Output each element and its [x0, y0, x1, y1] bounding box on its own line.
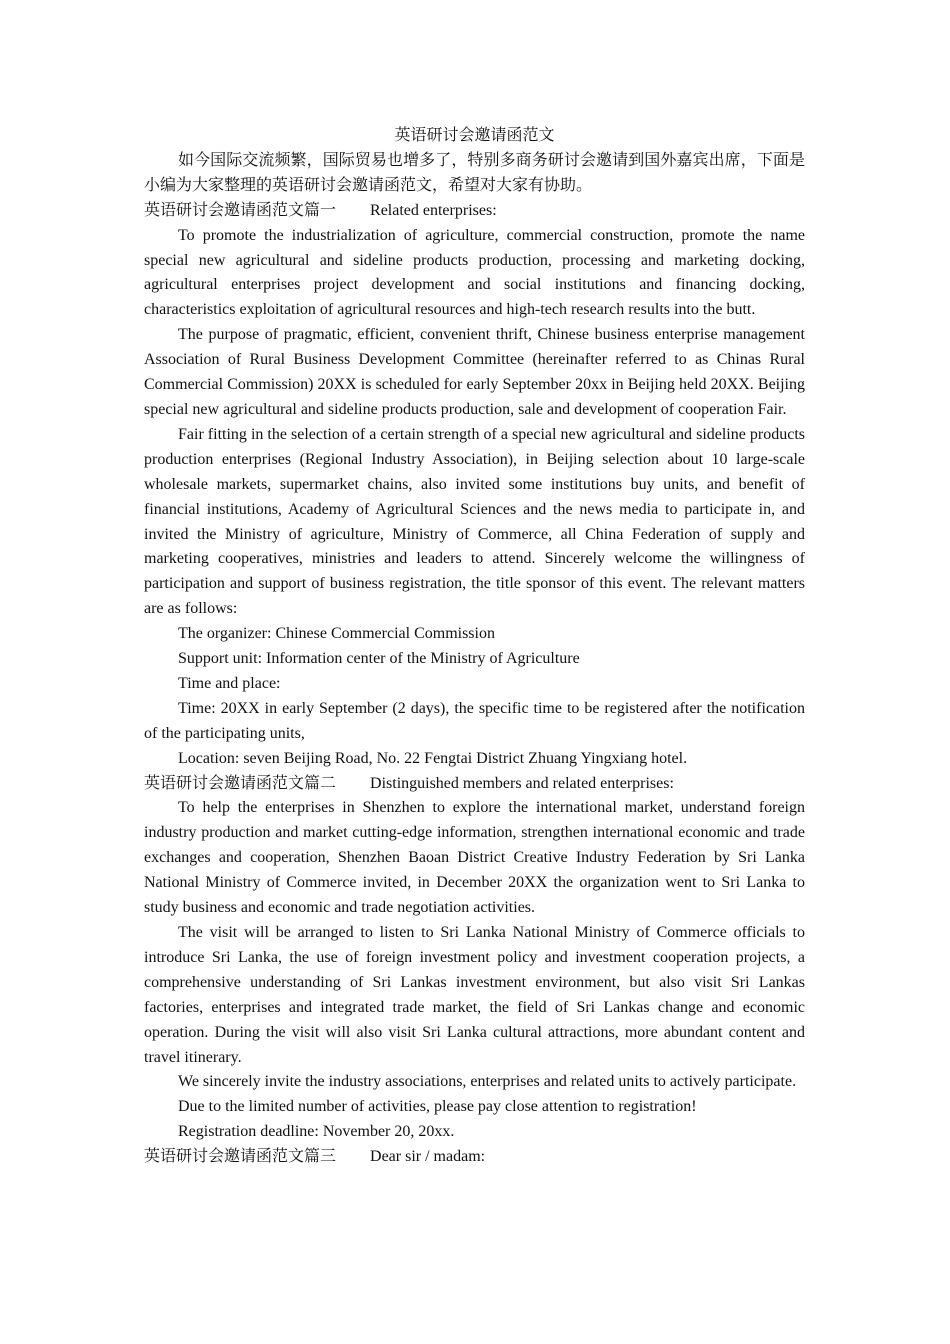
body-paragraph: Time: 20XX in early September (2 days), the specific time to be registered after the notification of the participating units, [144, 699, 805, 742]
section-title: 英语研讨会邀请函范文篇一 [144, 201, 337, 219]
body-paragraph: The organizer: Chinese Commercial Commission [178, 625, 495, 643]
body-paragraph: To promote the industrialization of agriculture, commercial construction, promote the name special new agricultural and sideline products production, processing and marketing docking, agricultural enterprises project development and social institutions and financing docking, characteristics exploitation of agricultural resources and high-tech research results into the butt. [144, 226, 805, 319]
body-paragraph: Registration deadline: November 20, 20xx. [178, 1123, 455, 1141]
body-paragraph: The purpose of pragmatic, efficient, convenient thrift, Chinese business enterprise management Association of Rural Business Development Committee (hereinafter referred to as Chinas Rural Commercial Commission) 20XX is scheduled for early September 20xx in Beijing held 20XX. Beijing special new agricultural and sideline products production, sale and development of cooperation Fair. [144, 326, 805, 418]
section-heading [144, 199, 805, 224]
intro-paragraph: 如今国际交流频繁，国际贸易也增多了，特别多商务研讨会邀请到国外嘉宾出席，下面是小编为大家整理的英语研讨会邀请函范文，希望对大家有协助。 [144, 151, 805, 194]
body-paragraph: Location: seven Beijing Road, No. 22 Fengtai District Zhuang Yingxiang hotel. [178, 749, 688, 767]
document-page [144, 124, 805, 1170]
section-salutation: Dear sir / madam: [370, 1148, 486, 1166]
section-salutation: Distinguished members and related enterprises: [370, 774, 674, 792]
body-paragraph: Time and place: [178, 674, 281, 692]
body-paragraph: To help the enterprises in Shenzhen to explore the international market, understand foreign industry production and market cutting-edge information, strengthen international economic and trade exchanges and cooperation, Shenzhen Baoan District Creative Industry Federation by Sri Lanka National Ministry of Commerce invited, in December 20XX the organization went to Sri Lanka to study business and economic and trade negotiation activities. [144, 799, 805, 917]
body-paragraph: We sincerely invite the industry associations, enterprises and related units to actively participate. [178, 1073, 797, 1091]
section-title: 英语研讨会邀请函范文篇二 [144, 774, 337, 792]
body-paragraph: The visit will be arranged to listen to Sri Lanka National Ministry of Commerce officials to introduce Sri Lanka, the use of foreign investment policy and investment cooperation projects, a comprehensive understanding of Sri Lankas investment environment, but also visit Sri Lankas factories, enterprises and integrated trade market, the field of Sri Lankas change and economic operation. During the visit will also visit Sri Lanka cultural attractions, more abundant content and travel itinerary. [144, 924, 805, 1066]
section-title: 英语研讨会邀请函范文篇三 [144, 1148, 337, 1166]
document-title: 英语研讨会邀请函范文 [394, 127, 555, 144]
section-heading [144, 772, 805, 797]
section-salutation: Related enterprises: [370, 201, 497, 219]
body-paragraph: Due to the limited number of activities, please pay close attention to registration! [178, 1098, 697, 1116]
section-heading [144, 1145, 805, 1170]
body-paragraph: Fair fitting in the selection of a certain strength of a special new agricultural and sideline products production enterprises (Regional Industry Association), in Beijing selection about 10 large-scale wholesale markets, supermarket chains, also invited some institutions buy units, and benefit of financial institutions, Academy of Agricultural Sciences and the news media to participate in, and invited the Ministry of agriculture, Ministry of Commerce, all China Federation of supply and marketing cooperatives, ministries and leaders to attend. Sincerely welcome the willingness of participation and support of business registration, the title sponsor of this event. The relevant matters are as follows: [144, 425, 805, 618]
sections [144, 199, 805, 1170]
body-paragraph: Support unit: Information center of the Ministry of Agriculture [178, 650, 580, 668]
